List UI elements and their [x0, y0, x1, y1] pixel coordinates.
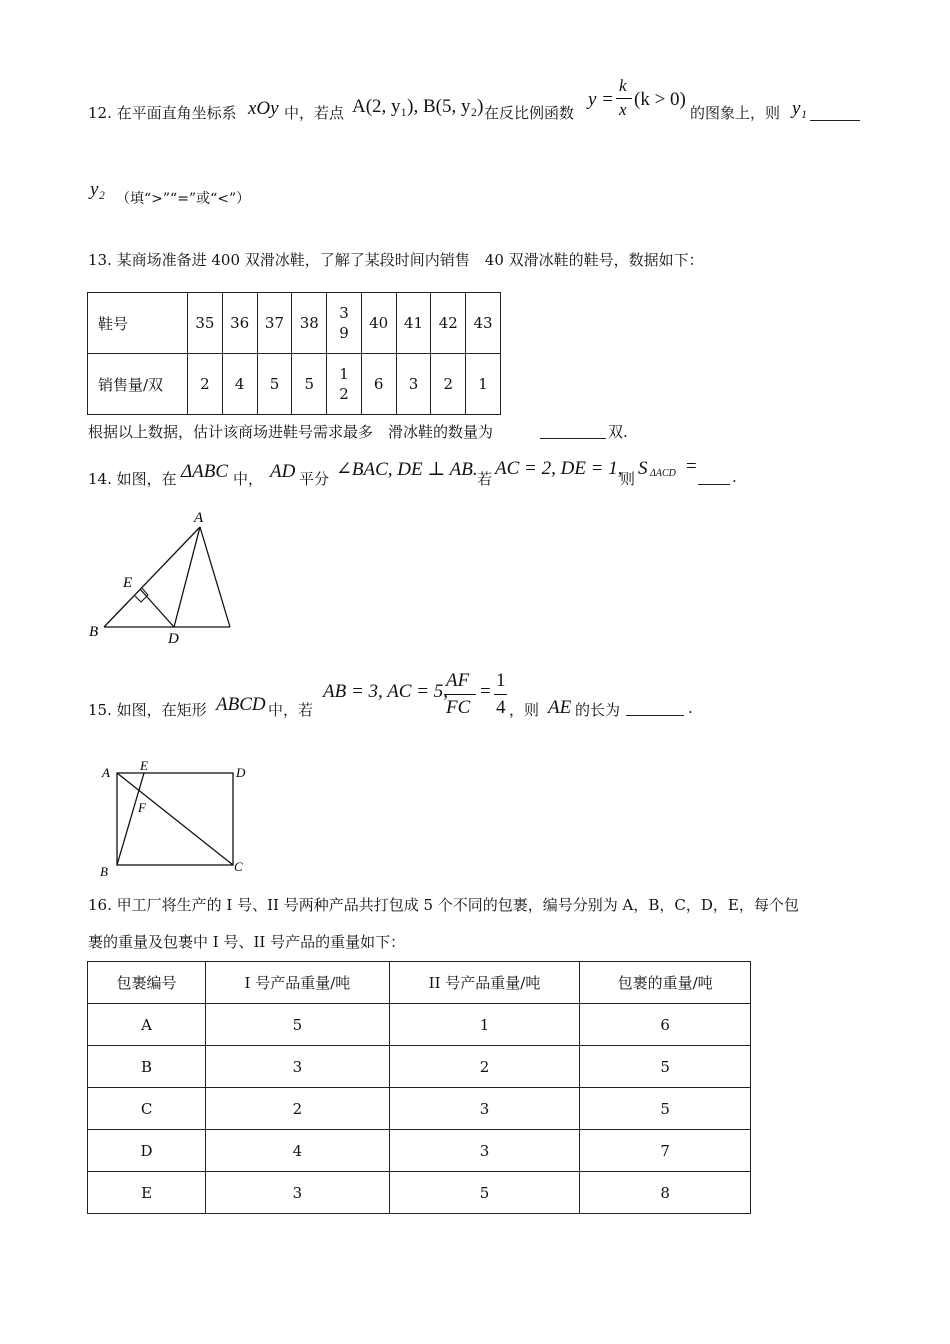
q12-coord: xOy — [248, 98, 279, 119]
q13-end: 双. — [608, 423, 628, 441]
label-d: D — [168, 631, 179, 645]
table-cell: 3 — [396, 354, 431, 415]
table-cell: 35 — [188, 293, 223, 354]
q12-func-lhs: y = — [588, 89, 615, 110]
table-cell: 5 — [292, 354, 327, 415]
table-cell: 37 — [257, 293, 292, 354]
q14-condition: ∠BAC, DE ⊥ AB. — [336, 459, 478, 480]
table-cell: 42 — [431, 293, 466, 354]
q13-after: 根据以上数据，估计该商场进鞋号需求最多 滑冰鞋的数量为 — [88, 423, 494, 441]
segment-ac — [200, 527, 230, 627]
q15-rhs-bar — [494, 694, 507, 695]
table-header-cell: 包裹的重量/吨 — [580, 962, 751, 1004]
table-cell: 3 — [389, 1088, 580, 1130]
q15-values: AB = 3, AC = 5, — [323, 681, 449, 702]
label-f: F — [138, 800, 146, 815]
q12-prefix: 12. 在平面直角坐标系 — [88, 104, 237, 122]
q15-rhs-den: 4 — [496, 697, 506, 718]
table-cell: 41 — [396, 293, 431, 354]
figure-14-triangle — [80, 505, 250, 645]
q12-answer-blank[interactable] — [810, 106, 860, 121]
table-header-cell: I 号产品重量/吨 — [206, 962, 390, 1004]
table-cell: 4 — [206, 1130, 390, 1172]
q14-ruo: 若 — [477, 470, 493, 488]
table-cell: 5 — [389, 1172, 580, 1214]
table-row — [88, 1004, 751, 1046]
q12-points: A(2, y₁), B(5, y₂) — [352, 96, 484, 117]
q13-answer-blank[interactable] — [540, 424, 606, 439]
q14-triangle: ΔABC — [181, 461, 229, 482]
segment-de — [140, 589, 174, 627]
table-cell: 5 — [580, 1046, 751, 1088]
table-row — [88, 1130, 751, 1172]
table-cell: 40 — [361, 293, 396, 354]
q16-line1: 16. 甲工厂将生产的 I 号、II 号两种产品共打包成 5 个不同的包裹，编号分别为 A，B，C，D，E，每个包 — [88, 896, 799, 914]
label-e: E — [140, 758, 148, 773]
segment-be — [117, 773, 144, 865]
table-row — [88, 354, 501, 415]
q15-rhs-num: 1 — [496, 670, 506, 691]
table-row — [88, 1172, 751, 1214]
segment-ba — [104, 527, 200, 627]
table-cell: 3 — [389, 1130, 580, 1172]
q12-mid: 中，若点 — [284, 104, 345, 122]
table-cell: 6 — [580, 1004, 751, 1046]
table-cell: 7 — [580, 1130, 751, 1172]
q16-line2: 裹的重量及包裹中 I 号、II 号产品的重量如下： — [88, 933, 406, 951]
q15-frac-den: FC — [446, 697, 471, 718]
q15-end: . — [688, 699, 693, 717]
q13-row2-header: 销售量/双 — [88, 354, 188, 415]
q12-y1: y₁ — [792, 98, 808, 119]
q12-mid2: 在反比例函数 — [484, 104, 575, 122]
q14-prefix: 14. 如图，在 — [88, 470, 177, 488]
table-cell: B — [88, 1046, 206, 1088]
table-cell: 5 — [206, 1004, 390, 1046]
table-header-cell: II 号产品重量/吨 — [389, 962, 580, 1004]
table-row — [88, 1046, 751, 1088]
table-cell: C — [88, 1088, 206, 1130]
q15-prefix: 15. 如图，在矩形 — [88, 701, 207, 719]
table-header-cell: 包裹编号 — [88, 962, 206, 1004]
q14-values: AC = 2, DE = 1, — [495, 458, 623, 479]
label-a: A — [102, 765, 110, 780]
q13-table — [87, 292, 501, 415]
q12-func-num: k — [619, 76, 627, 95]
table-cell: 5 — [257, 354, 292, 415]
label-a: A — [194, 510, 204, 526]
q15-mid2: ，则 — [509, 701, 540, 719]
q12-func-bar — [616, 98, 632, 99]
q14-s-sub: ΔACD — [650, 468, 676, 479]
q15-mid: 中，若 — [268, 701, 314, 719]
q15-end-text: 的长为 — [575, 701, 621, 719]
table-cell: 4 — [222, 354, 257, 415]
q15-rect: ABCD — [216, 694, 266, 715]
q12-mid3: 的图象上，则 — [690, 104, 781, 122]
label-b: B — [100, 864, 108, 879]
q14-eq: = — [686, 456, 697, 477]
table-cell: 8 — [580, 1172, 751, 1214]
label-b: B — [89, 624, 99, 640]
figure-15-rectangle — [92, 755, 257, 880]
q12-y2: y₂ — [90, 179, 106, 200]
table-cell: 2 — [431, 354, 466, 415]
table-cell: 1 — [466, 354, 501, 415]
q15-ae: AE — [548, 697, 572, 718]
q13-row1-header: 鞋号 — [88, 293, 188, 354]
table-cell: 2 — [188, 354, 223, 415]
q14-end: . — [732, 468, 737, 486]
table-cell: A — [88, 1004, 206, 1046]
q15-answer-blank[interactable] — [626, 701, 684, 716]
table-cell: 3 9 — [327, 293, 362, 354]
q14-s: S — [638, 458, 648, 479]
table-cell: 2 — [389, 1046, 580, 1088]
table-cell: 5 — [580, 1088, 751, 1130]
q14-mid2: 平分 — [299, 470, 330, 488]
q14-answer-blank[interactable] — [698, 470, 730, 485]
table-cell: 36 — [222, 293, 257, 354]
diagonal-ac — [117, 773, 233, 865]
label-c: C — [234, 859, 243, 874]
q12-func-den: x — [619, 100, 627, 119]
table-cell: 6 — [361, 354, 396, 415]
q12-func-cond: (k > 0) — [634, 89, 686, 110]
q16-table — [87, 961, 751, 1214]
label-e: E — [123, 575, 133, 591]
q14-ad: AD — [270, 461, 296, 482]
table-row — [88, 1088, 751, 1130]
q15-frac-num: AF — [446, 670, 470, 691]
table-cell: 3 — [206, 1046, 390, 1088]
table-cell: D — [88, 1130, 206, 1172]
q14-mid: 中， — [233, 470, 264, 488]
table-header-row — [88, 962, 751, 1004]
table-cell: 3 — [206, 1172, 390, 1214]
q15-eq: = — [480, 681, 491, 702]
table-cell: E — [88, 1172, 206, 1214]
q12-fill-hint: （填“>”“=”或“<”） — [116, 191, 251, 207]
table-cell: 2 — [206, 1088, 390, 1130]
q14-ze: 则 — [620, 470, 636, 488]
segment-ad — [174, 527, 200, 627]
table-row — [88, 293, 501, 354]
table-cell: 1 2 — [327, 354, 362, 415]
table-cell: 38 — [292, 293, 327, 354]
table-cell: 1 — [389, 1004, 580, 1046]
q15-frac-bar — [444, 694, 476, 695]
table-cell: 43 — [466, 293, 501, 354]
q13-text: 13. 某商场准备进 400 双滑冰鞋，了解了某段时间内销售 40 双滑冰鞋的鞋号，数据如下： — [88, 251, 704, 269]
label-d: D — [236, 765, 246, 780]
